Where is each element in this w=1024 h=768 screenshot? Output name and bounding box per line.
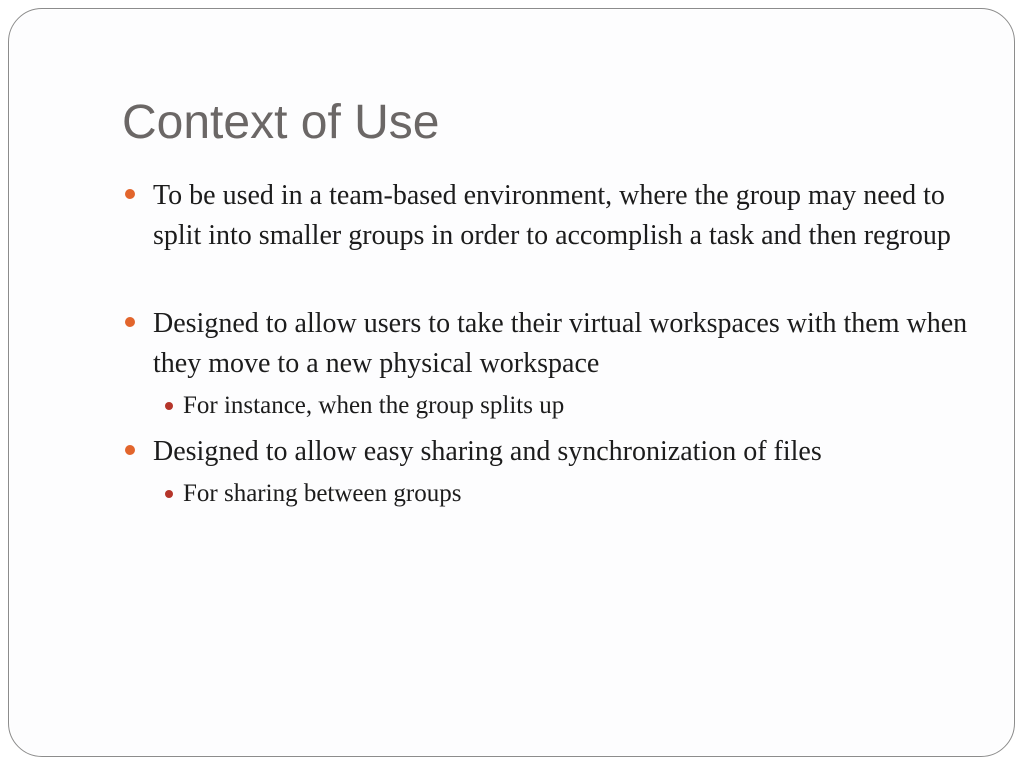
- slide-frame: [8, 8, 1015, 757]
- bullet-item: Designed to allow easy sharing and synchronization of files: [122, 432, 982, 472]
- sub-bullet-item: For instance, when the group splits up: [122, 390, 982, 422]
- bullet-item: Designed to allow users to take their virtual workspaces with them when they move to a new physical workspace: [122, 304, 982, 384]
- sub-bullet-item: For sharing between groups: [122, 478, 982, 510]
- bullet-item: To be used in a team-based environment, where the group may need to split into smaller groups in order to accomplish a task and then regroup: [122, 176, 982, 256]
- slide-content: [122, 176, 982, 510]
- slide-title: Context of Use: [122, 96, 440, 149]
